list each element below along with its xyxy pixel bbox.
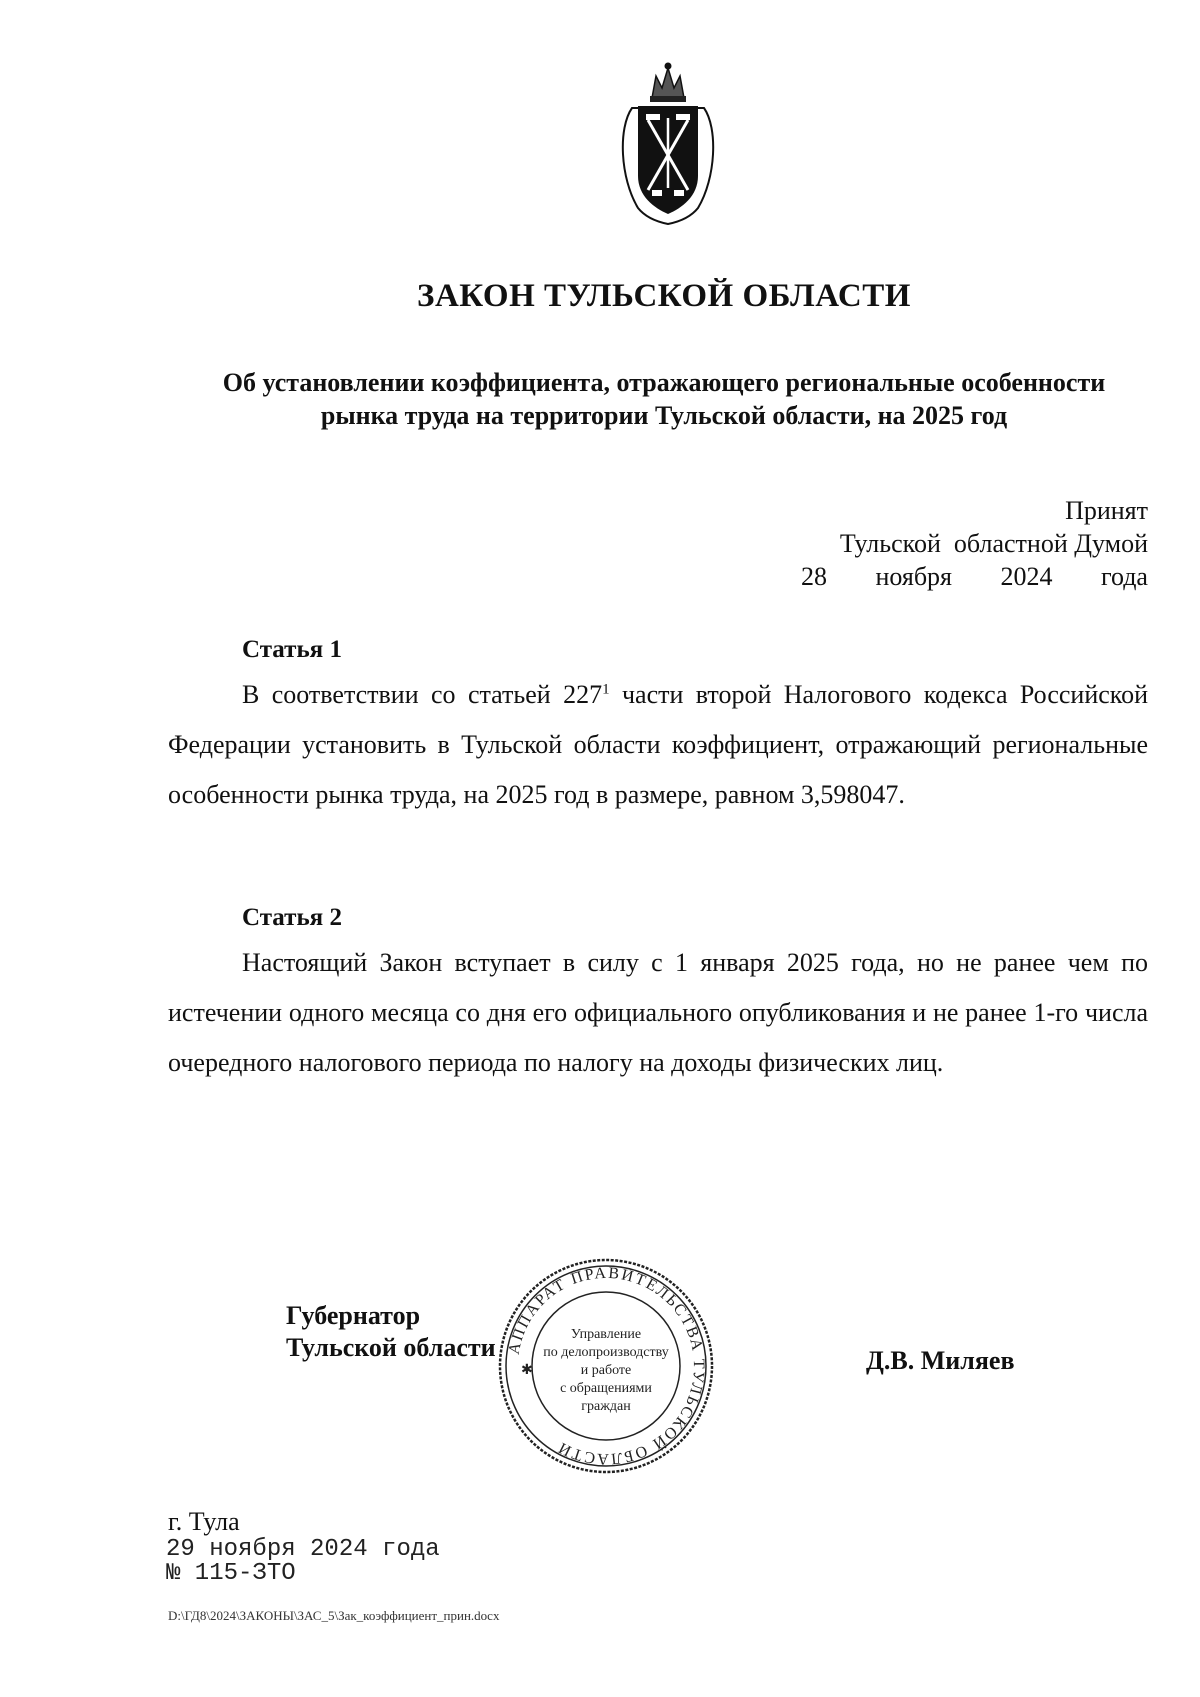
file-path: D:\ГД8\2024\ЗАКОНЫ\ЗАС_5\Зак_коэффициент_прин.docx — [168, 1608, 500, 1623]
article-2-text: Настоящий Закон вступает в силу с 1 января 2025 года, но не ранее чем по истечении одного месяца со дня его официального опубликования и не ранее 1-го числа очередного налогового периода по налогу на доходы физических лиц. — [168, 948, 1148, 1077]
stamp-line-2: по делопроизводству — [543, 1345, 669, 1360]
adopted-year: 2024 — [1000, 562, 1053, 591]
adopted-day: 28 — [801, 562, 827, 591]
article-1-text-end: части второй Налогового кодекса Российской Федерации установить в Тульской области коэффициент, отражающий региональные особенности рынка труда, на 2025 год в размере, равном 3,598047. — [168, 680, 1148, 809]
adopted-month: ноября — [875, 562, 953, 591]
footer-number: № 115-ЗТО — [166, 1560, 296, 1587]
law-subtitle — [160, 366, 1168, 432]
stamp-ring-text: АППАРАТ ПРАВИТЕЛЬСТВА ТУЛЬСКОЙ ОБЛАСТИ — [505, 1264, 708, 1468]
adopted-by: Тульской областной Думой — [839, 529, 1148, 558]
governor-position-line-2: Тульской области — [286, 1333, 496, 1362]
stamp-line-3: и работе — [580, 1363, 632, 1378]
article-1-text-start: В соответствии со статьей 227 — [242, 680, 603, 709]
stamp-line-5: граждан — [581, 1399, 631, 1414]
stamp-line-4: с обращениями — [560, 1381, 652, 1396]
governor-name: Д.В. Миляев — [866, 1346, 1015, 1375]
subtitle-line-1: Об установлении коэффициента, отражающего региональные особенности — [222, 368, 1106, 397]
article-1-heading: Статья 1 — [242, 636, 342, 663]
adopted-label: Принят — [1065, 496, 1148, 525]
tula-coat-of-arms-icon — [612, 58, 724, 226]
governor-position-line-1: Губернатор — [286, 1301, 421, 1330]
footer-date: 29 ноября 2024 года — [166, 1536, 440, 1563]
adoption-block — [801, 494, 1148, 593]
subtitle-line-2: рынка труда на территории Тульской области, на 2025 год — [320, 401, 1008, 430]
adopted-date — [801, 560, 1148, 593]
stamp-line-1: Управление — [570, 1327, 642, 1342]
adopted-year-word: года — [1100, 562, 1148, 591]
article-1-text — [168, 670, 1148, 820]
stamp-star-icon: ✱ — [521, 1363, 533, 1378]
article-1-superscript: 1 — [602, 681, 610, 698]
governor-position — [286, 1300, 496, 1364]
article-2-heading: Статья 2 — [242, 904, 342, 931]
law-title: ЗАКОН ТУЛЬСКОЙ ОБЛАСТИ — [417, 278, 911, 314]
footer-city: г. Тула — [168, 1507, 240, 1536]
official-stamp — [493, 1256, 719, 1476]
